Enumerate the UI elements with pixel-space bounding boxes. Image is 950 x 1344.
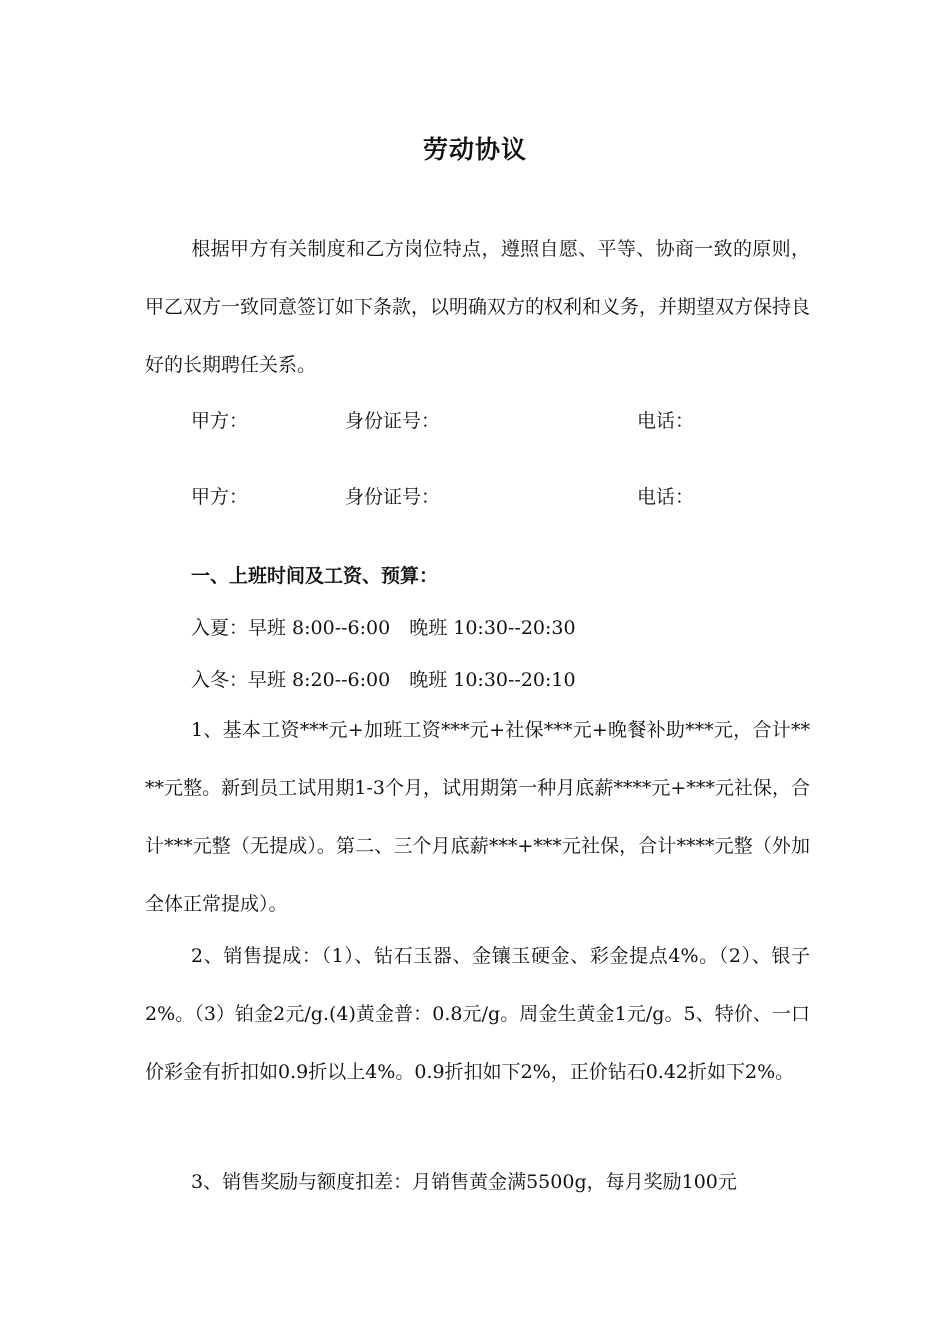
section-heading: 一、上班时间及工资、预算： [191, 565, 439, 587]
id-number-label: 身份证号： [345, 486, 441, 508]
party-label: 甲方： [191, 486, 249, 508]
phone-label: 电话： [637, 410, 695, 432]
phone-label: 电话： [637, 486, 695, 508]
party-label: 甲方： [191, 410, 249, 432]
clause-3-text: 3、销售奖励与额度扣差：月销售黄金满5500g，每月奖励100元 [191, 1171, 737, 1193]
summer-schedule: 入夏：早班 8:00--6:00 晚班 10:30--20:30 [191, 617, 576, 639]
winter-schedule: 入冬：早班 8:20--6:00 晚班 10:30--20:10 [191, 669, 576, 691]
clause-1-text: 1、基本工资***元+加班工资***元+社保***元+晚餐补助***元，合计****元整。新到员工试用期1-3个月，试用期第一种月底薪****元+***元社保，合计***元整（无提成）。第二、三个月底薪***+***元社保，合计****元整（外加全体正常提成）。 [145, 719, 810, 915]
party-row-2 [191, 482, 751, 510]
id-number-label: 身份证号： [345, 410, 441, 432]
party-row-1 [191, 406, 751, 434]
clause-1 [145, 701, 810, 933]
document-title: 劳动协议 [422, 135, 527, 164]
clause-2 [145, 927, 810, 1101]
clause-2-text: 2、销售提成：（1）、钻石玉器、金镶玉硬金、彩金提点4%。（2）、银子2%。（3）铂金2元/g.(4)黄金普：0.8元/g。周金生黄金1元/g。5、特价、一口价彩金有折扣如0.9折以上4%。0.9折扣如下2%，正价钻石0.42折如下2%。 [145, 945, 810, 1083]
intro-text: 根据甲方有关制度和乙方岗位特点，遵照自愿、平等、协商一致的原则，甲乙双方一致同意签订如下条款，以明确双方的权利和义务，并期望双方保持良好的长期聘任关系。 [145, 238, 811, 376]
intro-paragraph [145, 220, 810, 394]
clause-3 [145, 1153, 810, 1211]
